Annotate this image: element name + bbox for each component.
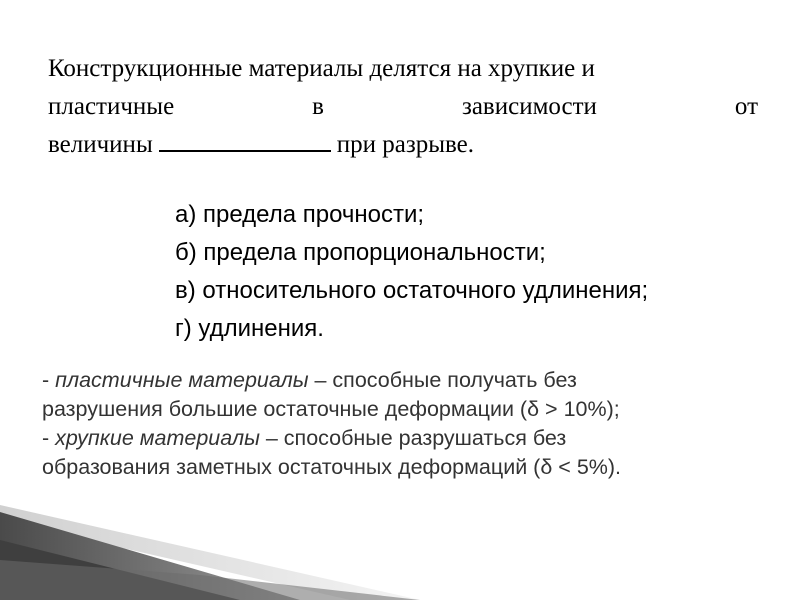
option-a: а) предела прочности; xyxy=(175,201,425,228)
question-line-2 xyxy=(48,88,758,126)
question-word: от xyxy=(734,93,759,120)
question-word: зависимости xyxy=(461,93,597,120)
definition-brittle-line-2: образования заметных остаточных деформаций (δ < 5%). xyxy=(42,455,622,479)
decor-stripe-dark-2 xyxy=(0,540,240,600)
definition-brittle-text: – способные разрушаться без xyxy=(259,426,567,450)
question-line-3 xyxy=(48,126,758,164)
term-plastic: пластичные материалы xyxy=(55,368,309,392)
definition-plastic-line-2: разрушения большие остаточные деформации (δ > 10%); xyxy=(42,397,620,421)
term-brittle: хрупкие материалы xyxy=(55,426,260,450)
question-line-1: Конструкционные материалы делятся на хрупкие и xyxy=(48,55,595,82)
dash: - xyxy=(42,368,56,392)
decor-stripe-dark xyxy=(0,512,300,600)
question-line-3-end: при разрыве. xyxy=(336,131,475,158)
question-text xyxy=(48,50,758,164)
option-b: б) предела пропорциональности; xyxy=(175,239,546,266)
option-d: г) удлинения. xyxy=(175,315,324,342)
question-line-3-start: величины xyxy=(48,131,153,158)
dash: - xyxy=(42,426,56,450)
decor-stripe-light xyxy=(0,505,420,600)
definitions xyxy=(42,366,762,482)
answer-blank xyxy=(159,128,331,152)
question-word: пластичные xyxy=(48,93,175,120)
answer-options xyxy=(175,196,648,348)
definition-brittle xyxy=(42,424,762,453)
option-c: в) относительного остаточного удлинения; xyxy=(175,277,649,304)
definition-plastic xyxy=(42,366,762,395)
definition-plastic-text: – способные получать без xyxy=(308,368,577,392)
decor-stripe-mid xyxy=(0,560,420,600)
question-word: в xyxy=(312,93,324,120)
